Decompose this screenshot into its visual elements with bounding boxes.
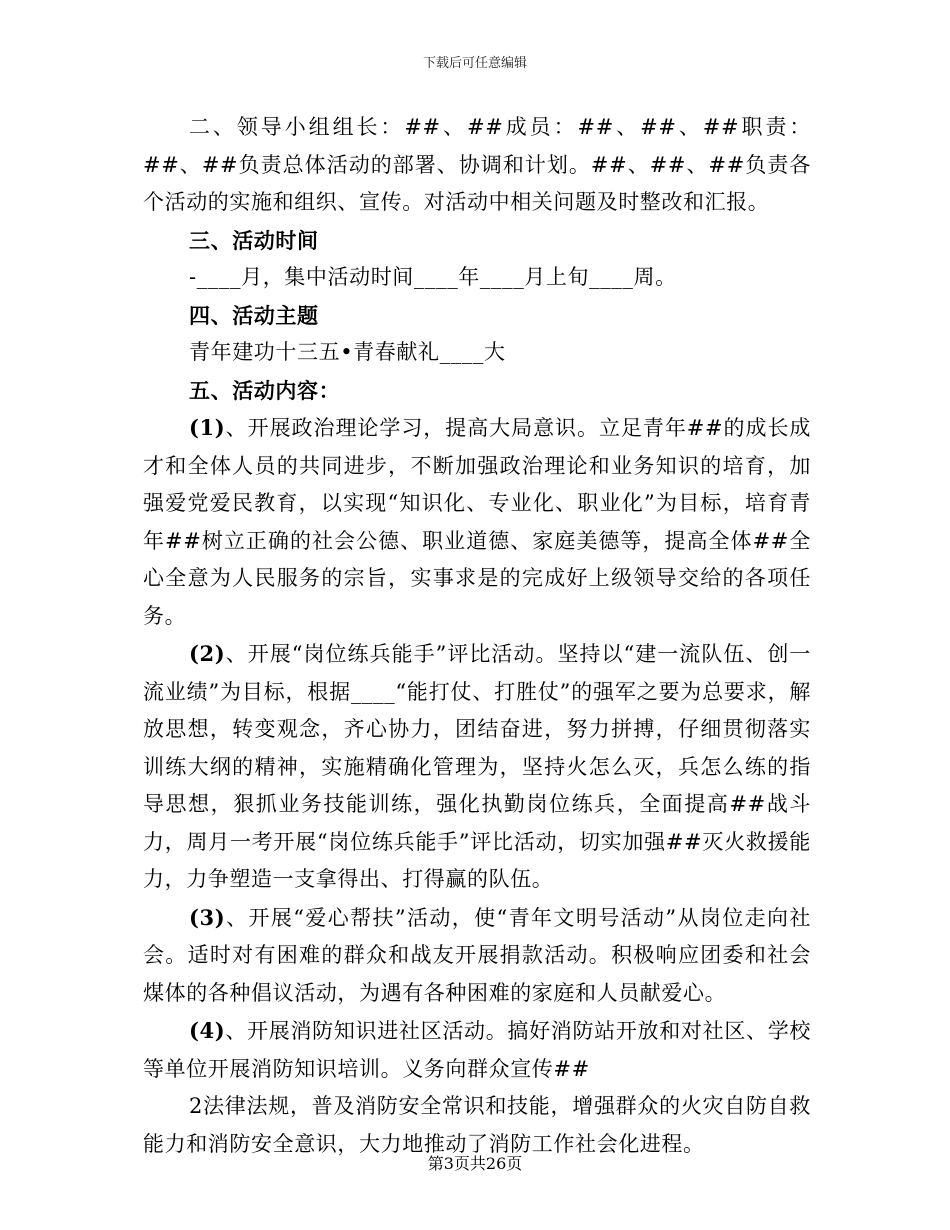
section-3-heading: 三、活动时间 (189, 227, 319, 253)
header-note: 下载后可任意编辑 (422, 56, 527, 71)
content-item-3 (143, 899, 811, 1013)
item-number: (4) (189, 1018, 226, 1043)
page-footer: 第3页共26页 (427, 1154, 523, 1173)
item-text: 、开展“岗位练兵能手”评比活动。坚持以“建一流队伍、创一流业绩”为目标，根据____“能打仗、打胜仗”的强军之要为总要求，解放思想，转变观念，齐心协力，团结奋进，努力拼搏，仔细贯彻落实训练大纲的精神，实施精确化管理为，坚持火怎么灭，兵怎么练的指导思想，狠抓业务技能训练，强化执勤岗位练兵，全面提高##战斗力，周月一考开展“岗位练兵能手”评比活动，切实加强##灭火救援能力，力争塑造一支拿得出、打得赢的队伍。 (143, 642, 811, 891)
document-body (143, 109, 811, 1163)
section-4-heading: 四、活动主题 (189, 302, 319, 328)
content-item-1 (143, 409, 811, 635)
item-text: 、开展“爱心帮扶”活动，使“青年文明号活动”从岗位走向社会。适时对有困难的群众和战友开展捐款活动。积极响应团委和社会煤体的各种倡议活动，为遇有各种困难的家庭和人员献爱心。 (143, 905, 811, 1005)
section-2-leadership: 二、领导小组组长：##、##成员：##、##、##职责：##、##负责总体活动的部署、协调和计划。##、##、##负责各个活动的实施和组织、宣传。对活动中相关问题及时整改和汇报。 (143, 115, 811, 214)
content-item-4-continued: 2法律法规，普及消防安全常识和技能，增强群众的火灾自防自救能力和消防安全意识，大力地推动了消防工作社会化进程。 (143, 1094, 811, 1156)
content-item-2 (143, 635, 811, 899)
section-5-heading: 五、活动内容： (189, 377, 341, 403)
item-text: 、开展政治理论学习，提高大局意识。立足青年##的成长成才和全体人员的共同进步，不断加强政治理论和业务知识的培育，加强爱党爱民教育，以实现“知识化、专业化、职业化”为目标，培育青年##树立正确的社会公德、职业道德、家庭美德等，提高全体##全心全意为人民服务的宗旨，实事求是的完成好上级领导交给的各项任务。 (143, 416, 811, 628)
content-item-4 (143, 1012, 811, 1088)
activity-time-text: -____月，集中活动时间____年____月上旬____周。 (189, 265, 677, 289)
activity-theme-text: 青年建功十三五•青春献礼____大 (189, 340, 506, 364)
item-number: (1) (189, 415, 226, 440)
item-text: 、开展消防知识进社区活动。搞好消防站开放和对社区、学校等单位开展消防知识培训。义务向群众宣传## (143, 1019, 811, 1081)
item-number: (3) (189, 904, 226, 930)
item-number: (2) (189, 641, 226, 666)
